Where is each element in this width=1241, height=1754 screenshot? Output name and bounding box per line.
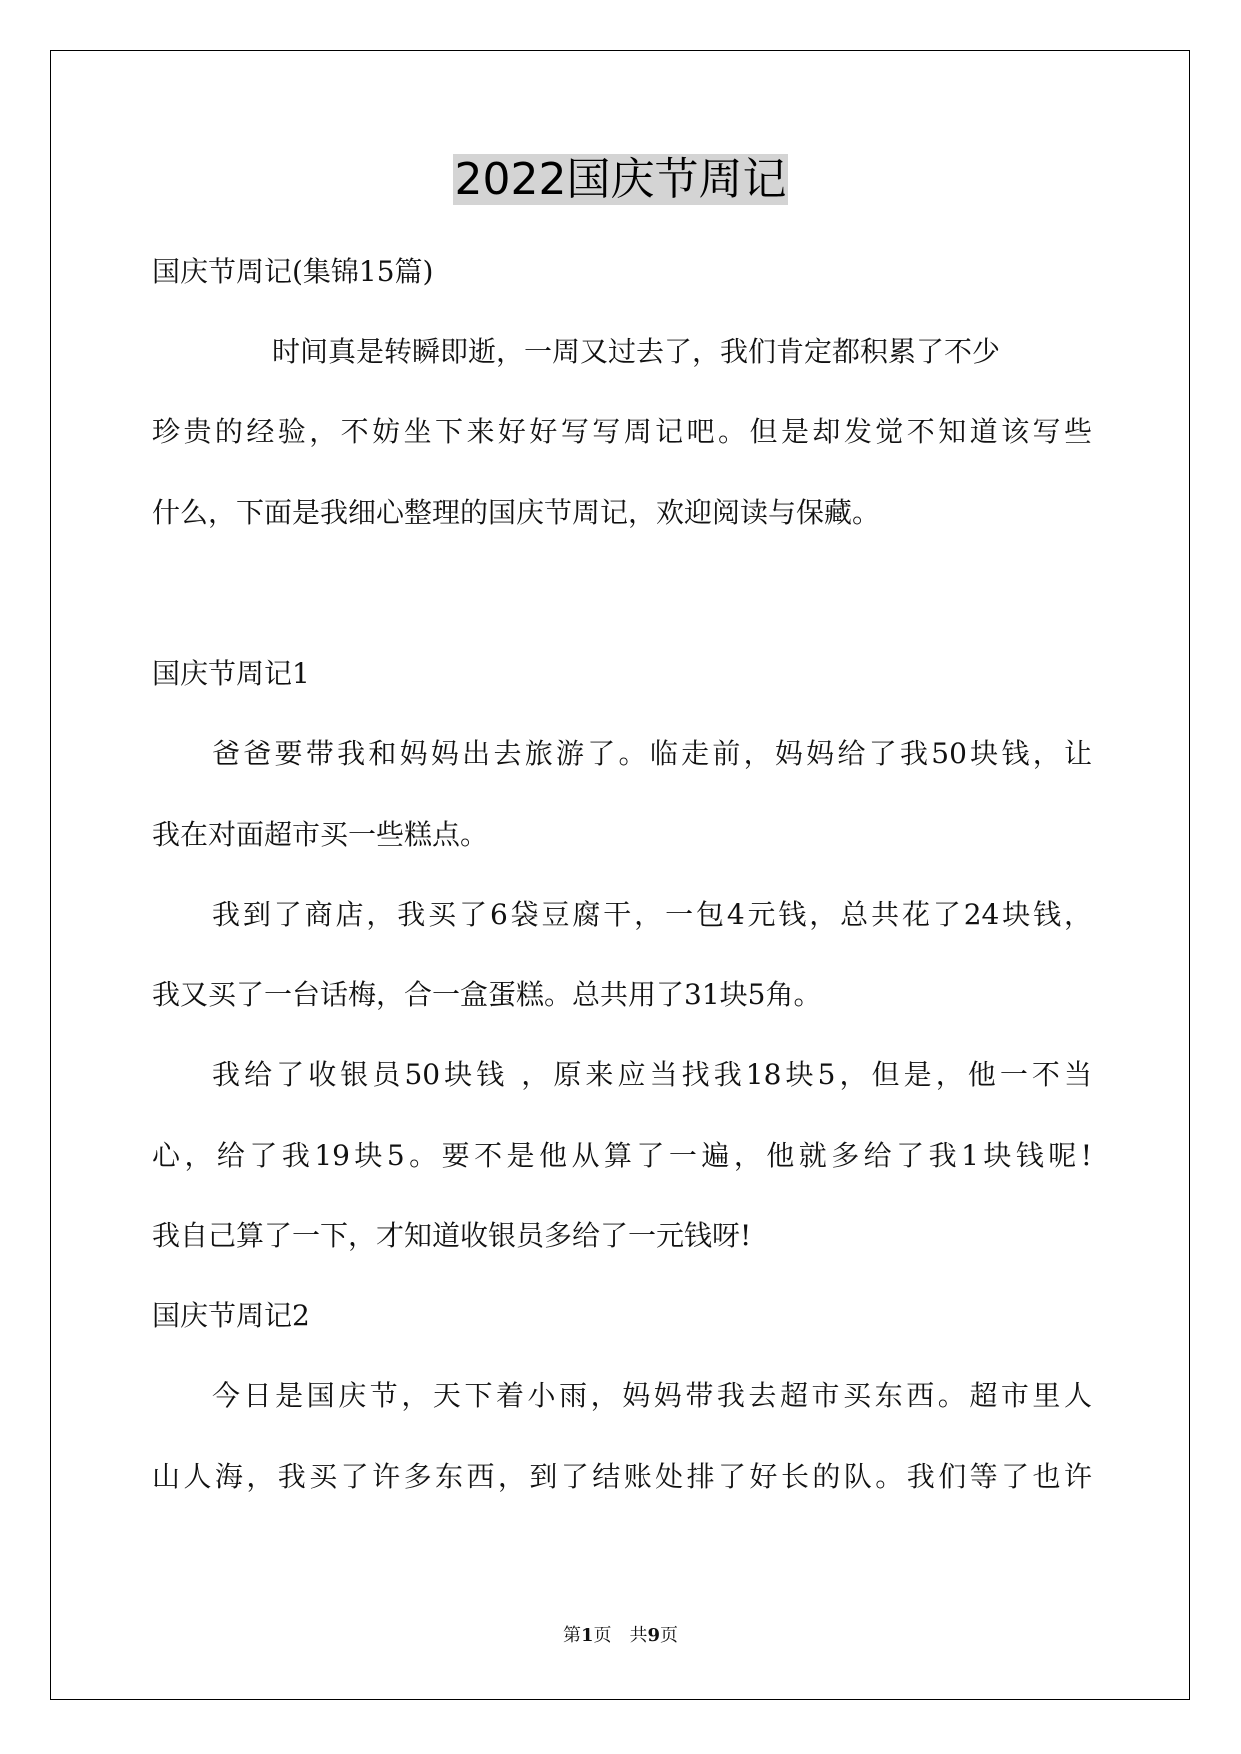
section-heading: 国庆节周记1 — [152, 657, 310, 690]
paragraph-line: 我给了收银员50块钱 ，原来应当找我18块5，但是，他一不当 — [212, 1058, 1092, 1091]
paragraph-line: 我自己算了一下，才知道收银员多给了一元钱呀! — [152, 1219, 752, 1252]
paragraph-line: 爸爸要带我和妈妈出去旅游了。临走前，妈妈给了我50块钱，让 — [212, 737, 1092, 770]
paragraph-line: 今日是国庆节，天下着小雨，妈妈带我去超市买东西。超市里人 — [212, 1379, 1092, 1412]
paragraph-line: 我又买了一台话梅，合一盒蛋糕。总共用了31块5角。 — [152, 978, 822, 1011]
paragraph-line: 山人海，我买了许多东西，到了结账处排了好长的队。我们等了也许 — [152, 1460, 1092, 1493]
title-text: 2022国庆节周记 — [454, 154, 787, 205]
paragraph-line: 我到了商店，我买了6袋豆腐干，一包4元钱，总共花了24块钱， — [212, 898, 1092, 931]
footer-mid: 页 共 — [593, 1625, 648, 1646]
page-footer — [0, 1624, 1241, 1648]
page-border — [50, 50, 1190, 1700]
footer-suffix: 页 — [660, 1625, 679, 1646]
footer-total-pages: 9 — [647, 1625, 661, 1646]
paragraph-line: 我在对面超市买一些糕点。 — [152, 818, 489, 851]
paragraph-line: 什么，下面是我细心整理的国庆节周记，欢迎阅读与保藏。 — [152, 496, 881, 529]
footer-prefix: 第 — [562, 1625, 581, 1646]
section-heading: 国庆节周记2 — [152, 1299, 310, 1332]
paragraph-line: 心，给了我19块5。要不是他从算了一遍，他就多给了我1块钱呢! — [152, 1139, 1092, 1172]
footer-page-number: 1 — [580, 1625, 594, 1646]
document-title — [0, 150, 1241, 210]
paragraph-line: 珍贵的经验，不妨坐下来好好写写周记吧。但是却发觉不知道该写些 — [152, 415, 1092, 448]
subtitle-line: 国庆节周记(集锦15篇) — [152, 255, 434, 288]
paragraph-line: 时间真是转瞬即逝，一周又过去了，我们肯定都积累了不少 — [272, 335, 1001, 368]
